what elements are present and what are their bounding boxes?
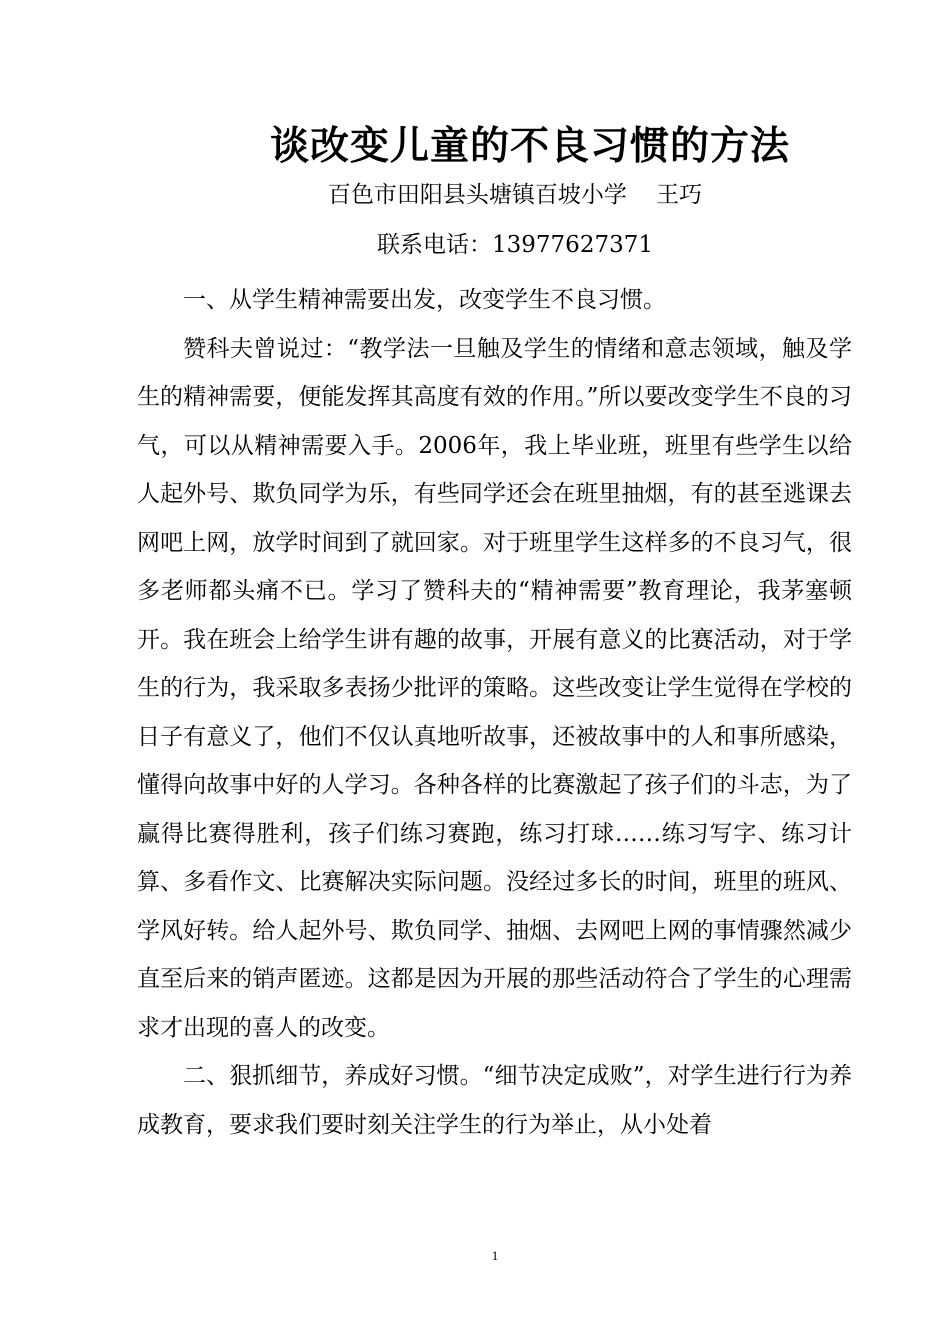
document-title: 谈改变儿童的不良习惯的方法 xyxy=(269,123,790,169)
author-line: 百色市田阳县头塘镇百坡小学 王巧 xyxy=(327,182,703,208)
page-number: 1 xyxy=(491,1248,499,1263)
section-heading-1: 一、从学生精神需要出发，改变学生不良习惯。 xyxy=(183,287,666,313)
body-paragraph: 赞科夫曾说过：“教学法一旦触及学生的情绪和意志领域，触及学生的精神需要，便能发挥其高度有效的作用。”所以要改变学生不良的习气，可以从精神需要入手。2006年，我上毕业班，班里有些学生以给人起外号、欺负同学为乐，有些同学还会在班里抽烟，有的甚至逃课去网吧上网，放学时间到了就回家。对于班里学生这样多的不良习气，很多老师都头痛不已。学习了赞科夫的“精神需要”教育理论，我茅塞顿开。我在班会上给学生讲有趣的故事，开展有意义的比赛活动，对于学生的行为，我采取多表扬少批评的策略。这些改变让学生觉得在学校的日子有意义了，他们不仅认真地听故事，还被故事中的人和事所感染，懂得向故事中好的人学习。各种各样的比赛激起了孩子们的斗志，为了赢得比赛得胜利，孩子们练习赛跑，练习打球……练习写字、练习计算、多看作文、比赛解决实际问题。没经过多长的时间，班里的班风、学风好转。给人起外号、欺负同学、抽烟、去网吧上网的事情骤然减少直至后来的销声匿迹。这都是因为开展的那些活动符合了学生的心理需求才出现的喜人的改变。 xyxy=(137,335,852,1041)
body-text xyxy=(137,276,852,1149)
contact-line: 联系电话：13977627371 xyxy=(377,232,653,258)
section-heading-2: 二、狠抓细节，养成好习惯。“细节决定成败”，对学生进行行为养成教育，要求我们要时刻关注学生的行为举止，从小处着 xyxy=(137,1063,852,1138)
